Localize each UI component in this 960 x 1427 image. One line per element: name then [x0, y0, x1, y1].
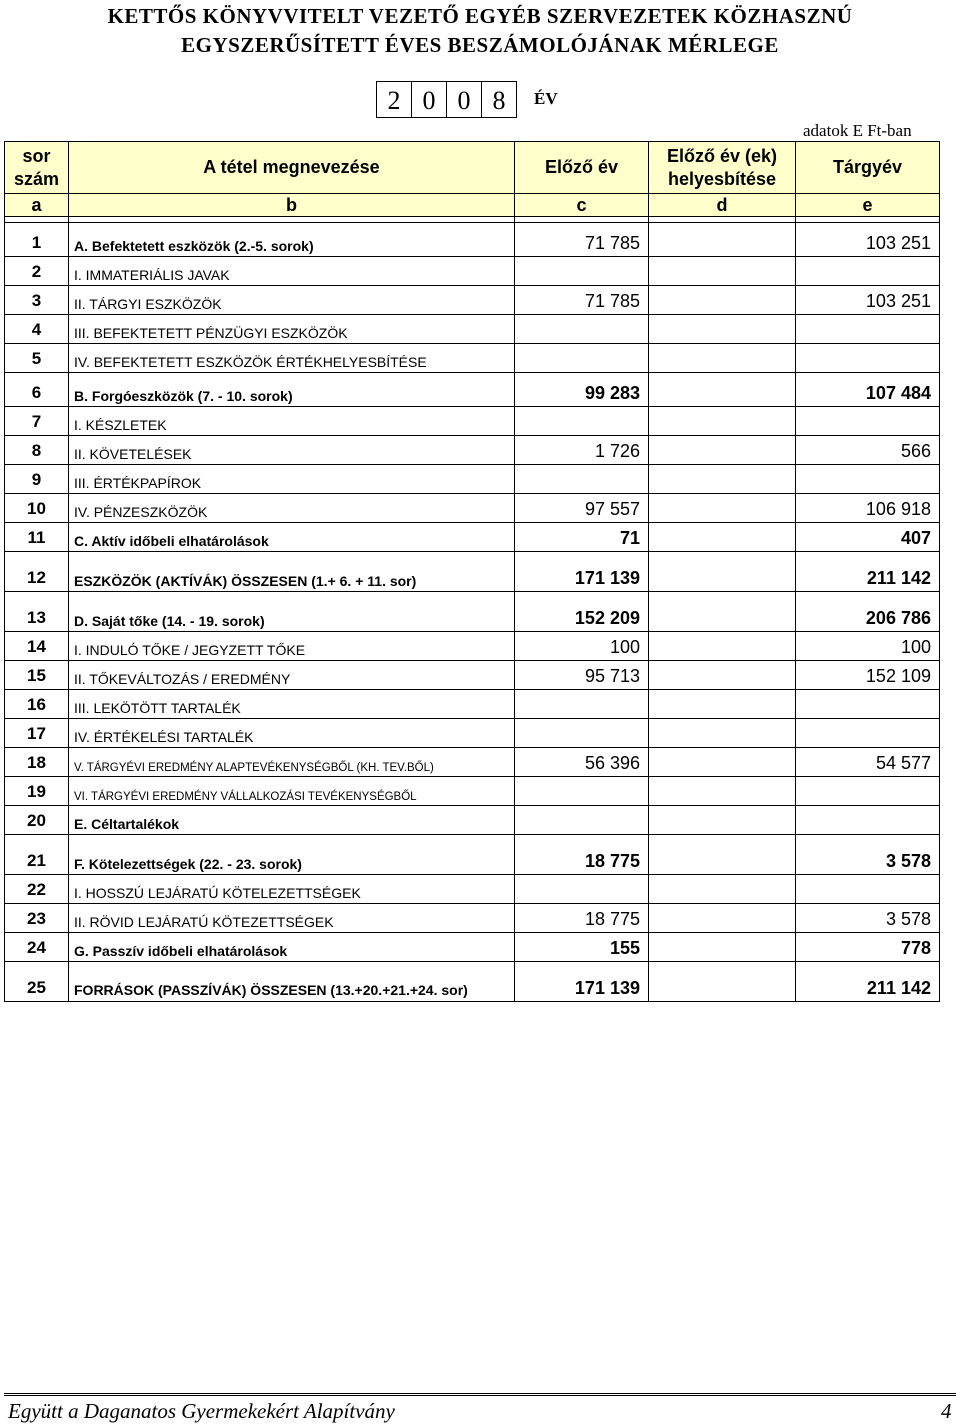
year-digit: 0	[412, 82, 447, 117]
prev-year-value: 95 713	[515, 661, 649, 690]
table-row	[5, 690, 940, 719]
row-number: 18	[5, 748, 69, 777]
table-row	[5, 286, 940, 315]
row-number: 14	[5, 632, 69, 661]
row-label: G. Passzív időbeli elhatárolások	[69, 933, 515, 962]
table-row	[5, 777, 940, 806]
current-year-value	[796, 806, 940, 835]
footer-organization: Együtt a Daganatos Gyermekekért Alapítvány	[8, 1399, 395, 1423]
col-letter-a: a	[5, 194, 69, 217]
correction-value	[649, 806, 796, 835]
row-label: I. IMMATERIÁLIS JAVAK	[69, 257, 515, 286]
table-row	[5, 344, 940, 373]
row-number: 19	[5, 777, 69, 806]
correction-value	[649, 465, 796, 494]
prev-year-value: 71 785	[515, 223, 649, 257]
current-year-value: 100	[796, 632, 940, 661]
table-row	[5, 257, 940, 286]
prev-year-value	[515, 465, 649, 494]
row-label: C. Aktív időbeli elhatárolások	[69, 523, 515, 552]
prev-year-value	[515, 690, 649, 719]
prev-year-value: 56 396	[515, 748, 649, 777]
row-number: 24	[5, 933, 69, 962]
prev-year-value: 171 139	[515, 552, 649, 592]
row-label: V. TÁRGYÉVI EREDMÉNY ALAPTEVÉKENYSÉGBŐL (KH. TEV.BŐL)	[69, 748, 515, 777]
table-row	[5, 494, 940, 523]
correction-value	[649, 933, 796, 962]
row-number: 2	[5, 257, 69, 286]
row-number: 21	[5, 835, 69, 875]
row-label: II. RÖVID LEJÁRATÚ KÖTEZETTSÉGEK	[69, 904, 515, 933]
header-current-year: Tárgyév	[796, 142, 940, 194]
row-number: 17	[5, 719, 69, 748]
col-letter-c: c	[515, 194, 649, 217]
row-number: 6	[5, 373, 69, 407]
correction-value	[649, 632, 796, 661]
table-row	[5, 748, 940, 777]
current-year-value	[796, 344, 940, 373]
row-number: 23	[5, 904, 69, 933]
row-label: IV. PÉNZESZKÖZÖK	[69, 494, 515, 523]
table-row	[5, 523, 940, 552]
current-year-value: 778	[796, 933, 940, 962]
row-label: F. Kötelezettségek (22. - 23. sorok)	[69, 835, 515, 875]
prev-year-value	[515, 257, 649, 286]
current-year-value: 54 577	[796, 748, 940, 777]
current-year-value	[796, 777, 940, 806]
row-number: 15	[5, 661, 69, 690]
year-label: ÉV	[534, 89, 558, 108]
current-year-value: 211 142	[796, 552, 940, 592]
row-number: 10	[5, 494, 69, 523]
correction-value	[649, 223, 796, 257]
prev-year-value: 71	[515, 523, 649, 552]
current-year-value: 566	[796, 436, 940, 465]
row-label: A. Befektetett eszközök (2.-5. sorok)	[69, 223, 515, 257]
prev-year-value: 171 139	[515, 962, 649, 1002]
row-number: 12	[5, 552, 69, 592]
row-number: 5	[5, 344, 69, 373]
current-year-value: 107 484	[796, 373, 940, 407]
prev-year-value	[515, 344, 649, 373]
row-label: II. TŐKEVÁLTOZÁS / EREDMÉNY	[69, 661, 515, 690]
prev-year-value: 152 209	[515, 592, 649, 632]
correction-value	[649, 286, 796, 315]
correction-value	[649, 344, 796, 373]
table-row	[5, 904, 940, 933]
year-box	[376, 81, 517, 118]
table-row	[5, 407, 940, 436]
current-year-value: 211 142	[796, 962, 940, 1002]
col-letter-e: e	[796, 194, 940, 217]
prev-year-value	[515, 719, 649, 748]
correction-value	[649, 315, 796, 344]
prev-year-value	[515, 315, 649, 344]
correction-value	[649, 257, 796, 286]
row-number: 16	[5, 690, 69, 719]
row-label: III. ÉRTÉKPAPÍROK	[69, 465, 515, 494]
row-number: 11	[5, 523, 69, 552]
table-row	[5, 962, 940, 1002]
row-number: 8	[5, 436, 69, 465]
correction-value	[649, 436, 796, 465]
row-label: II. KÖVETELÉSEK	[69, 436, 515, 465]
document-title-line2: EGYSZERŰSÍTETT ÉVES BESZÁMOLÓJÁNAK MÉRLEGE	[181, 33, 779, 57]
year-digit: 8	[492, 86, 506, 115]
row-label: IV. ÉRTÉKELÉSI TARTALÉK	[69, 719, 515, 748]
year-digit: 0	[447, 82, 482, 117]
header-prev-year: Előző év	[515, 142, 649, 194]
correction-value	[649, 523, 796, 552]
header-sor-szam: sor szám	[5, 142, 69, 194]
correction-value	[649, 777, 796, 806]
footer-divider	[4, 1393, 956, 1396]
current-year-value: 103 251	[796, 286, 940, 315]
row-number: 20	[5, 806, 69, 835]
row-number: 25	[5, 962, 69, 1002]
table-row	[5, 806, 940, 835]
unit-note: adatok E Ft-ban	[803, 121, 912, 140]
prev-year-value: 18 775	[515, 835, 649, 875]
table-row	[5, 719, 940, 748]
document-title-line1: KETTŐS KÖNYVVITELT VEZETŐ EGYÉB SZERVEZETEK KÖZHASZNÚ	[107, 4, 853, 28]
current-year-value: 152 109	[796, 661, 940, 690]
current-year-value	[796, 690, 940, 719]
table-row	[5, 223, 940, 257]
row-label: III. BEFEKTETETT PÉNZÜGYI ESZKÖZÖK	[69, 315, 515, 344]
correction-value	[649, 719, 796, 748]
table-row	[5, 552, 940, 592]
row-label: I. INDULÓ TŐKE / JEGYZETT TŐKE	[69, 632, 515, 661]
correction-value	[649, 904, 796, 933]
current-year-value: 407	[796, 523, 940, 552]
correction-value	[649, 552, 796, 592]
correction-value	[649, 690, 796, 719]
balance-sheet-table	[4, 141, 940, 1002]
prev-year-value	[515, 777, 649, 806]
table-row	[5, 373, 940, 407]
row-label: I. KÉSZLETEK	[69, 407, 515, 436]
year-digit: 2	[377, 82, 412, 117]
row-number: 7	[5, 407, 69, 436]
table-row	[5, 661, 940, 690]
prev-year-value	[515, 875, 649, 904]
row-number: 4	[5, 315, 69, 344]
correction-value	[649, 748, 796, 777]
row-label: B. Forgóeszközök (7. - 10. sorok)	[69, 373, 515, 407]
prev-year-value: 97 557	[515, 494, 649, 523]
row-number: 1	[5, 223, 69, 257]
table-row	[5, 315, 940, 344]
prev-year-value: 71 785	[515, 286, 649, 315]
row-label: FORRÁSOK (PASSZÍVÁK) ÖSSZESEN (13.+20.+21.+24. sor)	[69, 962, 515, 1002]
row-label: VI. TÁRGYÉVI EREDMÉNY VÁLLALKOZÁSI TEVÉKENYSÉGBŐL	[69, 777, 515, 806]
correction-value	[649, 494, 796, 523]
prev-year-value: 1 726	[515, 436, 649, 465]
table-row	[5, 592, 940, 632]
current-year-value	[796, 257, 940, 286]
row-label: IV. BEFEKTETETT ESZKÖZÖK ÉRTÉKHELYESBÍTÉSE	[69, 344, 515, 373]
prev-year-value	[515, 407, 649, 436]
table-row	[5, 436, 940, 465]
prev-year-value: 155	[515, 933, 649, 962]
correction-value	[649, 373, 796, 407]
prev-year-value	[515, 806, 649, 835]
correction-value	[649, 835, 796, 875]
table-row	[5, 632, 940, 661]
correction-value	[649, 875, 796, 904]
current-year-value: 3 578	[796, 835, 940, 875]
col-letter-b: b	[69, 194, 515, 217]
row-label: D. Saját tőke (14. - 19. sorok)	[69, 592, 515, 632]
correction-value	[649, 661, 796, 690]
current-year-value	[796, 315, 940, 344]
row-number: 3	[5, 286, 69, 315]
row-label: I. HOSSZÚ LEJÁRATÚ KÖTELEZETTSÉGEK	[69, 875, 515, 904]
table-row	[5, 933, 940, 962]
prev-year-value: 99 283	[515, 373, 649, 407]
correction-value	[649, 962, 796, 1002]
correction-value	[649, 407, 796, 436]
header-item-name: A tétel megnevezése	[69, 142, 515, 194]
row-label: III. LEKÖTÖTT TARTALÉK	[69, 690, 515, 719]
table-row	[5, 875, 940, 904]
current-year-value	[796, 875, 940, 904]
current-year-value: 106 918	[796, 494, 940, 523]
row-number: 13	[5, 592, 69, 632]
table-row	[5, 465, 940, 494]
table-row	[5, 835, 940, 875]
row-number: 22	[5, 875, 69, 904]
current-year-value: 103 251	[796, 223, 940, 257]
row-label: ESZKÖZÖK (AKTÍVÁK) ÖSSZESEN (1.+ 6. + 11. sor)	[69, 552, 515, 592]
prev-year-value: 100	[515, 632, 649, 661]
row-label: II. TÁRGYI ESZKÖZÖK	[69, 286, 515, 315]
row-number: 9	[5, 465, 69, 494]
correction-value	[649, 592, 796, 632]
row-label: E. Céltartalékok	[69, 806, 515, 835]
current-year-value	[796, 465, 940, 494]
current-year-value: 206 786	[796, 592, 940, 632]
current-year-value: 3 578	[796, 904, 940, 933]
current-year-value	[796, 719, 940, 748]
prev-year-value: 18 775	[515, 904, 649, 933]
header-correction: Előző év (ek) helyesbítése	[649, 142, 796, 194]
current-year-value	[796, 407, 940, 436]
page-number: 4	[941, 1399, 952, 1423]
col-letter-d: d	[649, 194, 796, 217]
